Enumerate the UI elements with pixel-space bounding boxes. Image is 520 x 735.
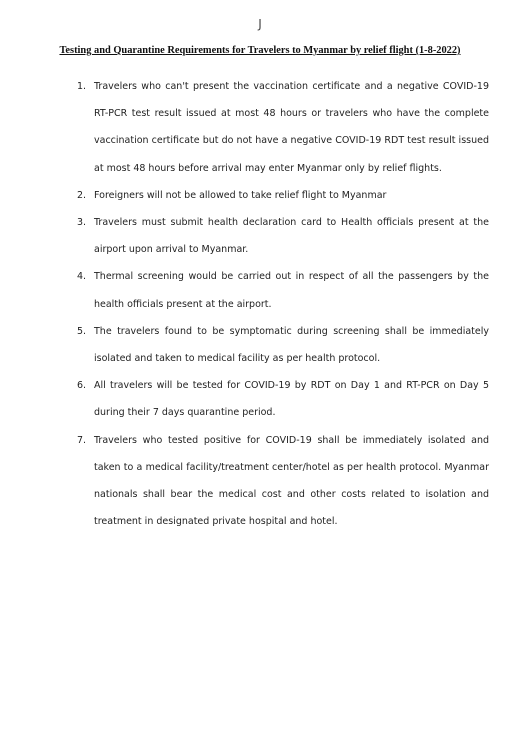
item-text: Travelers who can't present the vaccination certificate and a negative COVID-19 RT-PCR test result issued at most 48 hours or travelers who have the complete vaccination certificate but do not have a negative COVID-19 RDT test result issued at most 48 hours before arrival may enter Myanmar only by relief flights. <box>94 81 489 174</box>
item-number: 7. <box>77 434 87 446</box>
page-mark: J <box>258 17 262 31</box>
item-text: Thermal screening would be carried out in respect of all the passengers by the health officials present at the airport. <box>94 271 489 310</box>
item-number: 6. <box>77 380 87 392</box>
list-item <box>77 263 489 317</box>
item-number: 3. <box>77 217 87 229</box>
item-number: 5. <box>77 325 87 337</box>
document-title: Testing and Quarantine Requirements for Travelers to Myanmar by relief flight (1-8-2022) <box>59 45 461 56</box>
list-item <box>77 209 489 263</box>
item-text: The travelers found to be symptomatic during screening shall be immediately isolated and taken to medical facility as per health protocol. <box>94 325 489 365</box>
list-item <box>77 318 489 372</box>
item-text: All travelers will be tested for COVID-19 by RDT on Day 1 and RT-PCR on Day 5 during their 7 days quarantine period. <box>94 380 489 419</box>
list-item <box>77 427 489 536</box>
item-number: 4. <box>77 271 87 283</box>
item-number: 2. <box>77 189 87 201</box>
item-text: Foreigners will not be allowed to take relief flight to Myanmar <box>94 189 387 201</box>
item-number: 1. <box>77 81 87 92</box>
list-item <box>77 182 489 209</box>
requirements-list <box>0 73 520 535</box>
item-text: Travelers must submit health declaration card to Health officials present at the airport upon arrival to Myanmar. <box>94 217 489 256</box>
item-text: Travelers who tested positive for COVID-19 shall be immediately isolated and taken to a medical facility/treatment center/hotel as per health protocol. Myanmar nationals shall bear the medical cost and other costs related to isolation and treatment in designated private hospital and hotel. <box>94 434 489 528</box>
list-item <box>77 372 489 426</box>
list-item <box>77 73 489 182</box>
